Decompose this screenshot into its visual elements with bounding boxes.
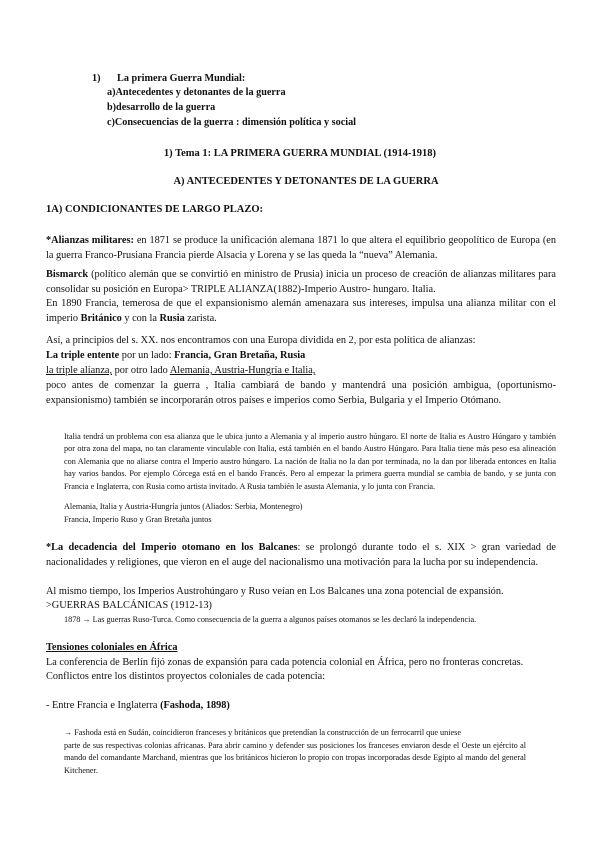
note-1878: 1878 → Las guerras Ruso-Turca. Como consecuencia de la guerra a algunos países otomanos se les declaró la independencia. — [64, 615, 477, 624]
francia-1890-paragraph — [46, 297, 556, 326]
alianzas-paragraph — [46, 234, 556, 263]
fashoda-note-rest: parte de sus respectivas colonias africanas. Para abrir camino y defender sus posiciones los franceses enviaron desde el Oeste un ejército al mando del comandante Marchand, mientras que los británicos hicieron lo propio con tropas incorporadas desde Egipto al mando del general Kitchener. — [64, 741, 526, 775]
balcanes-paragraph — [46, 541, 556, 570]
britanico-bold: Británico — [80, 312, 122, 324]
bismarck-text: (político alemán que se convirtió en ministro de Prusia) inicia un proceso de creación de alianzas militares para consolidar su posición en Europa> TRIPLE ALIANZA(1882)-Imperio Austro- hungaro. Italia. — [46, 269, 556, 295]
fashoda-line — [46, 699, 556, 714]
fashoda-bold: (Fashoda, 1898) — [160, 700, 230, 711]
triple-entente-members: Francia, Gran Bretaña, Rusia — [174, 350, 306, 361]
italia-note-line-2: Alemania, Italia y Austria-Hungría juntos (Aliados: Serbia, Montenegro) — [64, 502, 303, 511]
index-sub-a: a)Antecedentes y detonantes de la guerra — [107, 87, 286, 98]
francia-text-2: y con la — [121, 312, 160, 324]
fashoda-text: - Entre Francia e Inglaterra — [46, 700, 161, 711]
italia-note-line-3: Francia, Imperio Ruso y Gran Bretaña juntos — [64, 515, 212, 524]
bismarck-paragraph — [46, 268, 556, 297]
section-a-title: A) ANTECEDENTES Y DETONANTES DE LA GUERRA — [173, 176, 439, 187]
balcanes-heading: *La decadencia del Imperio otomano en los Balcanes — [46, 542, 298, 553]
index-item-1 — [92, 72, 245, 86]
rusia-bold: Rusia — [159, 312, 185, 324]
francia-text-3: zarista. — [184, 312, 217, 324]
triple-alianza-label: la triple alianza, — [46, 365, 113, 376]
triple-entente-label: La triple entente — [46, 350, 120, 361]
francia-text-1: En 1890 Francia, temerosa de que el expansionismo alemán amenazara sus intereses, impulsa una alianza militar con el imperio — [46, 298, 556, 324]
africa-text-1: La conferencia de Berlín fijó zonas de expansión para cada potencia colonial en África, pero no fronteras concretas. — [46, 657, 524, 668]
alianzas-heading: *Alianzas militares: — [46, 235, 134, 246]
index-item-1-number: 1) — [92, 73, 101, 84]
guerras-balcanicas: >GUERRAS BALCÁNICAS (1912-13) — [46, 600, 212, 611]
triple-entente-text: por un lado: — [119, 350, 175, 361]
italia-note: Italia tendrá un problema con esa alianza que le ubica junto a Alemania y al imperio austro húngaro. El norte de Italia es Austro Húngaro y también por otra zona del mapa, no tan claramente vinculable con Italia, está también en el bando Austro Húngaro. Para Italia tiene más peso esa alineación con Alemania que no aliarse contra el Imperio austro húngaro. La nación de Italia no la dan por terminada, no la dan por liberada entonces en Italia hay varios bandos. Por ejemplo Córcega está en el bando Francés. Pero al empezar la primera guerra mundial se cambia de bando, y se junta con Francia e Inglaterra, con Rusia como artista invitado. A Rusia también le asusta Alemania, y lo junta con Francia. — [64, 432, 556, 491]
balcanes-text: : se prolongó durante todo el s. XIX > gran variedad de nacionalidades y religiones, que vieron en el auge del nacionalismo una motivación para la lucha por su independencia. — [46, 542, 557, 568]
triple-alianza-line — [46, 364, 556, 379]
alianzas-text: en 1871 se produce la unificación alemana 1871 lo que altera el equilibrio geopolítico de Europa (en la guerra Franco-Prusiana Francia pierde Alsacia y Lorena y se las queda la “nueva” Alemania. — [46, 235, 556, 261]
siglo-xx-line: Así, a principios del s. XX. nos encontramos con una Europa dividida en 2, por esta política de alianzas: — [46, 335, 476, 346]
africa-heading: Tensiones coloniales en África — [46, 642, 178, 653]
italia-paragraph: poco antes de comenzar la guerra , Italia cambiará de bando y mantendrá una posición ambigua, (oportunismo-expansionismo) también se incorporarán otros países e imperios como Serbia, Bulgaria y el Imperio Otómano. — [46, 380, 556, 406]
triple-alianza-members: Alemania, Austria-Hungría e Italia, — [169, 365, 316, 376]
index-sub-c: c)Consecuencias de la guerra : dimensión política y social — [107, 117, 357, 128]
tema-title: 1) Tema 1: LA PRIMERA GUERRA MUNDIAL (1914-1918) — [163, 148, 437, 159]
balcanes-text-2: Al mismo tiempo, los Imperios Austrohúngaro y Ruso veían en Los Balcanes una zona potencial de expansión. — [46, 586, 504, 597]
index-item-1-title: La primera Guerra Mundial: — [117, 73, 246, 84]
triple-entente-line — [46, 349, 556, 364]
africa-text-2: Conflictos entre los distintos proyectos coloniales de cada potencia: — [46, 671, 326, 682]
triple-alianza-text: por otro lado — [112, 365, 170, 376]
index-sub-b: b)desarrollo de la guerra — [107, 102, 216, 113]
bismarck-name: Bismarck — [46, 269, 89, 280]
fashoda-note-line-1: → Fashoda está en Sudán, coincidieron franceses y británicos que pretendían la construcción de un ferrocarril que uniese — [64, 728, 461, 737]
section-1a-title: 1A) CONDICIONANTES DE LARGO PLAZO: — [46, 204, 264, 215]
